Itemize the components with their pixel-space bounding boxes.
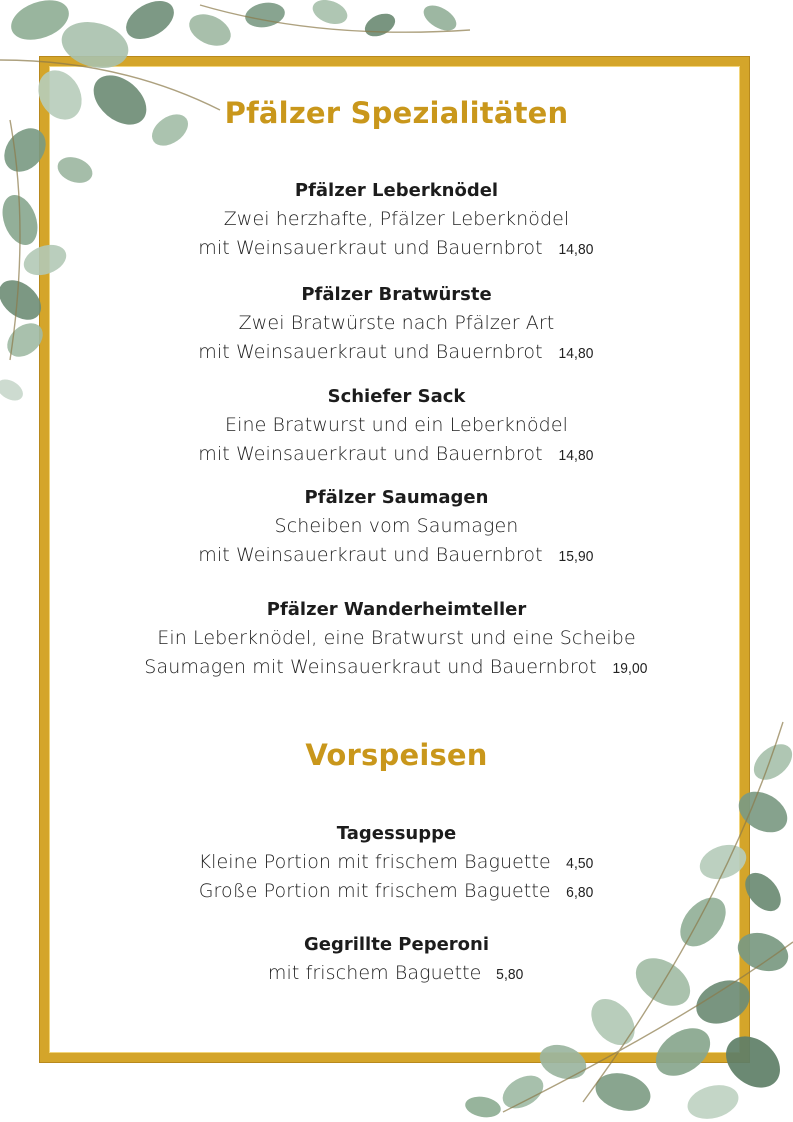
dish-description-with-price bbox=[0, 653, 793, 682]
dish-description: Eine Bratwurst und ein Leberknödel bbox=[224, 414, 568, 436]
dish-price: 5,80 bbox=[496, 966, 524, 983]
menu-item bbox=[0, 484, 793, 570]
dish-description: Ein Leberknödel, eine Bratwurst und eine Scheibe bbox=[157, 627, 636, 649]
dish-description: Saumagen mit Weinsauerkraut und Bauernbrot bbox=[144, 656, 597, 678]
dish-price: 19,00 bbox=[612, 660, 648, 677]
dish-name: Tagessuppe bbox=[336, 823, 457, 844]
dish-description: Zwei herzhafte, Pfälzer Leberknödel bbox=[223, 208, 570, 230]
menu-item bbox=[0, 383, 793, 469]
dish-description-with-price bbox=[0, 338, 793, 367]
dish-description: mit frischem Baguette bbox=[267, 962, 482, 984]
menu-item bbox=[0, 596, 793, 682]
dish-description: mit Weinsauerkraut und Bauernbrot bbox=[198, 443, 543, 465]
dish-name: Gegrillte Peperoni bbox=[303, 934, 490, 955]
dish-description: mit Weinsauerkraut und Bauernbrot bbox=[198, 341, 543, 363]
dish-name: Pfälzer Saumagen bbox=[304, 487, 489, 508]
dish-name: Pfälzer Wanderheimteller bbox=[266, 599, 527, 620]
dish-description: mit Weinsauerkraut und Bauernbrot bbox=[198, 544, 543, 566]
section-title: Vorspeisen bbox=[305, 738, 488, 772]
menu-item bbox=[0, 820, 793, 906]
dish-price: 4,50 bbox=[565, 855, 594, 872]
dish-name: Schiefer Sack bbox=[327, 386, 466, 407]
dish-price: 6,80 bbox=[565, 884, 594, 901]
dish-description-with-price bbox=[0, 440, 793, 469]
dish-description-with-price bbox=[0, 541, 793, 570]
dish-description: Zwei Bratwürste nach Pfälzer Art bbox=[238, 312, 555, 334]
menu-item bbox=[0, 931, 793, 988]
dish-price: 14,80 bbox=[558, 241, 594, 258]
dish-price: 15,90 bbox=[558, 548, 594, 565]
dish-price: 14,80 bbox=[558, 447, 594, 464]
dish-price: 14,80 bbox=[558, 345, 594, 362]
dish-description-with-price bbox=[0, 877, 793, 906]
menu-item bbox=[0, 281, 793, 367]
dish-description: Große Portion mit frischem Baguette bbox=[198, 880, 551, 902]
dish-description: Kleine Portion mit frischem Baguette bbox=[198, 851, 551, 873]
dish-description-with-price bbox=[0, 959, 793, 988]
menu-item bbox=[0, 177, 793, 263]
dish-name: Pfälzer Leberknödel bbox=[294, 180, 499, 201]
section-title: Pfälzer Spezialitäten bbox=[224, 96, 569, 130]
dish-description-with-price bbox=[0, 848, 793, 877]
dish-description: mit Weinsauerkraut und Bauernbrot bbox=[198, 237, 543, 259]
dish-name: Pfälzer Bratwürste bbox=[301, 284, 492, 305]
dish-description-with-price bbox=[0, 234, 793, 263]
dish-description: Scheiben vom Saumagen bbox=[274, 515, 519, 537]
